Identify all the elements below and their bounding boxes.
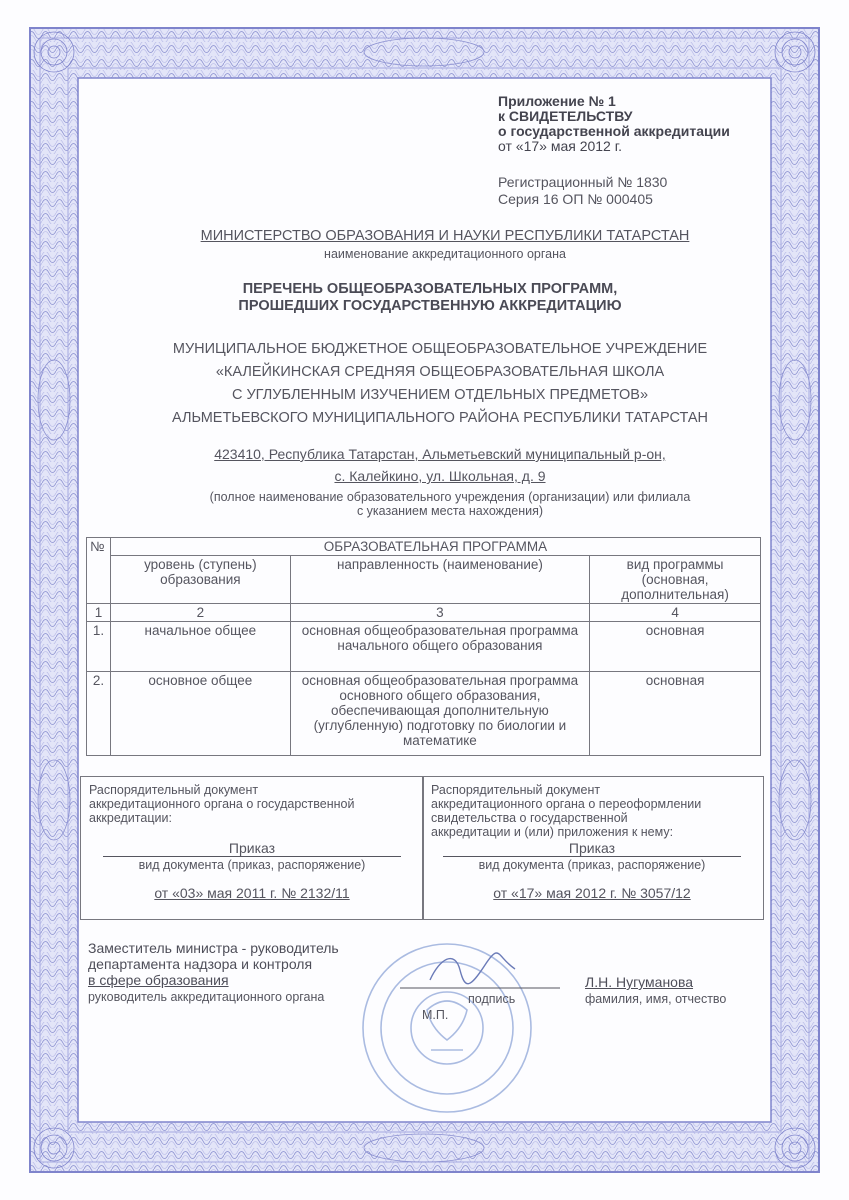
right-doc-type: Приказ (443, 840, 741, 857)
position-line-3: в сфере образования (88, 972, 229, 988)
row-direction: основная общеобразовательная программа основного общего образования, обеспечивающая дополнительную (углубленную) подготовку по биологии и математике (290, 672, 590, 756)
right-doc-heading (431, 783, 701, 839)
left-heading-line: Распорядительный документ (89, 783, 259, 797)
institution-name (90, 338, 790, 430)
caption-line-2: с указанием места нахождения) (356, 504, 544, 518)
institution-line-3: С УГЛУБЛЕННЫМ ИЗУЧЕНИЕМ ОТДЕЛЬНЫХ ПРЕДМЕТОВ» (231, 387, 649, 403)
title-line-1: ПЕРЕЧЕНЬ ОБЩЕОБРАЗОВАТЕЛЬНЫХ ПРОГРАММ, (242, 281, 618, 297)
institution-line-1: МУНИЦИПАЛЬНОЕ БЮДЖЕТНОЕ ОБЩЕОБРАЗОВАТЕЛЬНОЕ УЧРЕЖДЕНИЕ (172, 341, 708, 357)
document-box-left (80, 776, 424, 920)
address-line-2: с. Калейкино, ул. Школьная, д. 9 (334, 468, 546, 484)
table-header-type: вид программы (основная, дополнительная) (590, 556, 761, 604)
name-caption: фамилия, имя, отчество (585, 992, 727, 1006)
title-line-2: ПРОШЕДШИХ ГОСУДАРСТВЕННУЮ АККРЕДИТАЦИЮ (238, 298, 622, 314)
table-row (87, 672, 761, 756)
document-box-right (422, 776, 764, 920)
right-heading-line: аккредитационного органа о переоформлении (431, 797, 702, 811)
table-header-level: уровень (ступень) образования (110, 556, 290, 604)
row-level: основное общее (110, 672, 290, 756)
table-number-row (87, 604, 761, 622)
table-col-number: 3 (290, 604, 590, 622)
right-heading-line: аккредитации и (или) приложения к нему: (431, 825, 674, 839)
row-level: начальное общее (110, 622, 290, 672)
position-caption: руководитель аккредитационного органа (88, 990, 325, 1004)
appendix-to-certificate: к СВИДЕТЕЛЬСТВУ (498, 108, 633, 124)
right-heading-line: Распорядительный документ (431, 783, 601, 797)
ministry-name: МИНИСТЕРСТВО ОБРАЗОВАНИЯ И НАУКИ РЕСПУБЛИКИ ТАТАРСТАН (200, 228, 690, 244)
page-title (100, 281, 760, 315)
institution-caption (120, 490, 780, 518)
signatory-name: Л.Н. Нугуманова (585, 974, 694, 990)
right-doc-details: от «17» мая 2012 г. № 3057/12 (493, 885, 691, 901)
right-heading-line: свидетельства о государственной (431, 811, 628, 825)
ministry-caption: наименование аккредитационного органа (324, 247, 566, 261)
left-heading-line: аккредитации: (89, 811, 172, 825)
row-direction: основная общеобразовательная программа начального общего образования (290, 622, 590, 672)
row-num: 1. (87, 622, 111, 672)
caption-line-1: (полное наименование образовательного учреждения (организации) или филиала (209, 490, 691, 504)
row-num: 2. (87, 672, 111, 756)
left-heading-line: аккредитационного органа о государственной (89, 797, 355, 811)
position-line-2: департамента надзора и контроля (88, 956, 313, 972)
row-type: основная (590, 622, 761, 672)
registration-block (498, 174, 667, 208)
registration-series: Серия 16 ОП № 000405 (498, 191, 653, 207)
table-header-group: ОБРАЗОВАТЕЛЬНАЯ ПРОГРАММА (110, 538, 760, 556)
program-table (86, 537, 761, 756)
appendix-block (498, 94, 730, 154)
registration-number: Регистрационный № 1830 (498, 174, 668, 190)
signature-caption: подпись (468, 992, 516, 1006)
table-row (87, 622, 761, 672)
table-header-num: № (87, 538, 111, 604)
institution-address (90, 443, 790, 487)
appendix-number: Приложение № 1 (498, 93, 616, 109)
ministry-name-wrap (120, 228, 770, 244)
stamp-place-mark: М.П. (422, 1008, 449, 1022)
address-line-1: 423410, Республика Татарстан, Альметьевский муниципальный р-он, (214, 446, 666, 462)
institution-line-4: АЛЬМЕТЬЕВСКОГО МУНИЦИПАЛЬНОГО РАЙОНА РЕСПУБЛИКИ ТАТАРСТАН (172, 410, 708, 426)
table-col-number: 2 (110, 604, 290, 622)
signatory-position (88, 940, 388, 988)
position-line-1: Заместитель министра - руководитель (88, 940, 339, 956)
institution-line-2: «КАЛЕЙКИНСКАЯ СРЕДНЯЯ ОБЩЕОБРАЗОВАТЕЛЬНАЯ ШКОЛА (215, 364, 665, 380)
table-col-number: 4 (590, 604, 761, 622)
table-header-direction: направленность (наименование) (290, 556, 590, 604)
left-doc-details: от «03» мая 2011 г. № 2132/11 (154, 885, 350, 901)
appendix-date: от «17» мая 2012 г. (498, 138, 623, 154)
row-type: основная (590, 672, 761, 756)
left-doc-caption: вид документа (приказ, распоряжение) (138, 858, 366, 872)
left-doc-heading (89, 783, 354, 825)
left-doc-type: Приказ (103, 840, 401, 857)
appendix-accreditation: о государственной аккредитации (498, 123, 730, 139)
right-doc-caption: вид документа (приказ, распоряжение) (478, 858, 706, 872)
table-col-number: 1 (87, 604, 111, 622)
